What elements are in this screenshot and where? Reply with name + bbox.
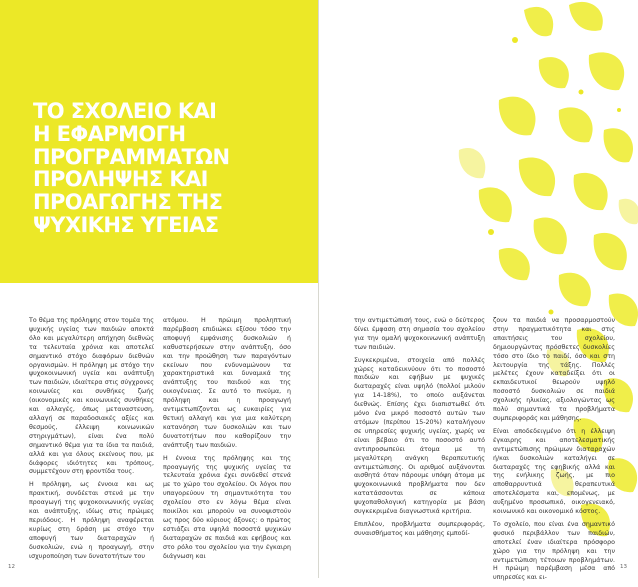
text-column-2 bbox=[163, 317, 291, 565]
paragraph: Το θέμα της πρόληψης στον τομέα της ψυχικής υγείας των παιδιών αποκτά όλο και μεγαλύτερη απήχηση διεθνώς τα τελευταία χρόνια και αποτελεί σημαντικό στόχο διαφόρων διεθνών οργανισμών. Η πρόληψη με στόχο την ψυχοκοινωνική υγεία και ανάπτυξη των παιδιών, ιδιαίτερα στις σύγχρονες κοινωνίες και συνθήκες ζωής (οικονομικές και κοινωνικές συνθήκες και αλλαγές, όπως μεταναστευση, αλλαγή σε παραδοσιακές αξίες και θεσμούς, έλλειψη κοινωνικών στηριγμάτων), είναι ένα πολύ σημαντικό θέμα για τα ίδια τα παιδιά, αλλά και για όλους εκείνους που, με διάφορες ιδιότητες και τρόπους, συμμετέχουν στη φροντίδα τους. bbox=[29, 317, 154, 476]
title-line: ΠΡΟΓΡΑΜΜΑΤΩΝ bbox=[33, 144, 230, 169]
dot-shape bbox=[512, 37, 518, 43]
leaf-shape bbox=[499, 248, 530, 280]
paragraph: Η πρόληψη, ως έννοια και ως πρακτική, συνδέεται στενά με την προαγωγή της ψυχοκοινωνικής υγείας και ανάπτυξης, ιδίως στις πρώιμες περιόδους. Η πρόληψη αναφέρεται κυρίως στη δράση με στόχο την αποφυγή των διαταραχών ή δυσκολιών, ενώ η προαγωγή, στην ισχυροποίηση των δυνατοτήτων του bbox=[29, 481, 154, 560]
dot-shape bbox=[488, 229, 494, 235]
paragraph: ατόμου. Η πρώιμη προληπτική παρέμβαση επιδιώκει εξίσου τόσο την αποφυγή εμφάνισης δυσκολιών ή καθυστερήσεων στην ανάπτυξη, όσο και την προώθηση των παραγόντων εκείνων που ενδυναμώνουν τα χαρακτηριστικά και δυναμικά της ανάπτυξης του παιδιού και της οικογένειας. Σε αυτό το πνεύμα, η πρόληψη και η προαγωγή αντιμετωπίζονται ως ευκαιρίες για θετική αλλαγή και για μια καλύτερη κατανόηση των δυσκολιών και των δυνατοτήτων που καθορίζουν την ανάπτυξη των παιδιών. bbox=[163, 317, 291, 449]
paragraph: Συγκεκριμένα, στοιχεία από πολλές χώρες καταδεικνύουν ότι το ποσοστό παιδιών και εφήβων με ψυχικές διαταραχές είναι υψηλό (πολλοί μιλούν για 14-18%), το οποίο αυξάνεται διεθνώς. Επίσης έχει διαπιστωθεί ότι μόνο ένα μικρό ποσοστό αυτών των ατόμων (περίπου 15-20%) καταλήγουν σε υπηρεσίες ψυχικής υγείας, χωρίς να είναι βέβαιο ότι το ποσοστό αυτό αντιπροσωπεύει άτομα με τη μεγαλύτερη ανάγκη θεραπευτικής αντιμετώπισης. Οι αριθμοί αυξάνονται αισθητά όταν πάρουμε υπόψη άτομα με ψυχοκοινωνικά προβλήματα που δεν κατατάσσονται σε κάποια ψυχοπαθολογική κατηγορία με βάση συγκεκριμένα διαγνωστικά κριτήρια. bbox=[354, 356, 485, 516]
leaf-shape bbox=[619, 199, 638, 225]
leaf-shape bbox=[559, 107, 593, 142]
leaf-shape bbox=[534, 218, 567, 255]
dot-shape bbox=[549, 310, 554, 315]
title-line: ΨΥΧΙΚΗΣ ΥΓΕΙΑΣ bbox=[33, 212, 219, 237]
text-column-4 bbox=[493, 317, 615, 587]
leaf-shape bbox=[574, 173, 608, 210]
leaf-shape bbox=[569, 2, 603, 31]
leaf-shape bbox=[524, 7, 553, 36]
leaf-shape bbox=[479, 187, 512, 222]
title-line: ΤΟ ΣΧΟΛΕΙΟ ΚΑΙ bbox=[33, 99, 217, 123]
dot-shape bbox=[617, 108, 621, 112]
dot-shape bbox=[579, 90, 584, 95]
chapter-title bbox=[33, 100, 229, 237]
text-column-3 bbox=[354, 317, 485, 543]
paragraph: Το σχολείο, που είναι ένα σημαντικό φυσικό περιβάλλον των παιδιών, αποτελεί έναν ιδιαίτερα πρόσφορο χώρο για την πρόληψη και την αντιμετώπιση τέτοιων προβλημάτων. Η πρώιμη παρέμβαση μέσα από υπηρεσίες και ει- bbox=[493, 520, 615, 582]
title-line: ΠΡΟΑΓΩΓΗΣ ΤΗΣ bbox=[33, 190, 223, 215]
leaf-shape bbox=[459, 148, 486, 178]
text-column-1 bbox=[29, 317, 154, 565]
paragraph: Η έννοια της πρόληψης και της προαγωγής της ψυχικής υγείας τα τελευταία χρόνια έχει συνδεθεί στενά με το χώρο του σχολείου. Οι λόγοι που υπαγορεύουν τη σημαντικότητα του σχολείου στο εν λόγω θέμα είναι ποικίλοι και μπορούν να συνοψιστούν ως προς δύο κύριους άξονες: ο πρώτος εστιάζει στα υψηλά ποσοστά ψυχικών διαταραχών σε παιδιά και εφήβους και στο ρόλο του σχολείου για την έγκαιρη διάγνωση και bbox=[163, 454, 291, 560]
leaf-shape bbox=[499, 97, 536, 136]
paragraph: ζουν τα παιδιά να προσαρμοστούν στην πραγματικότητα και στις απαιτήσεις του σχολείου, δημιουργώντας πρόσθετες δυσκολίες τόσο στο ίδιο το παιδί, όσο και στη λειτουργία της τάξης. Πολλές μελέτες έχουν καταδείξει ότι οι εκπαιδευτικοί θεωρούν υψηλό ποσοστό δυσκολιών σε παιδιά σχολικής ηλικίας, αξιολογώντας ως πολύ σημαντικά τα προβλήματα συμπεριφοράς και μάθησης. bbox=[493, 317, 615, 422]
paragraph: την αντιμετώπισή τους, ενώ ο δεύτερος δίνει έμφαση στη σημασία του σχολείου για την ομαλή ψυχοκοινωνική ανάπτυξη των παιδιών. bbox=[354, 317, 485, 351]
leaf-shape bbox=[519, 158, 555, 197]
paragraph: Επιπλέον, προβλήματα συμπεριφοράς, συναισθήματος και μάθησης εμποδί- bbox=[354, 520, 485, 537]
title-line: ΠΡΟΛΗΨΗΣ ΚΑΙ bbox=[33, 167, 208, 192]
title-banner bbox=[0, 0, 318, 283]
title-line: Η ΕΦΑΡΜΟΓΗ bbox=[33, 121, 186, 146]
page-number-right: 13 bbox=[620, 564, 627, 570]
paragraph: Είναι αποδεδειγμένο ότι η έλλειψη έγκαιρης και αποτελεσματικής αντιμετώπισης πρώιμων διαταραχών ή/και δυσκολιών καταλήγει σε διαταραχές της εφηβικής αλλά και της ενήλικης ζωής, με πιο αποθαρρυντικά θεραπευτικά αποτελέσματα και, επομένως, με αυξημένο προσωπικό, οικογενειακό, κοινωνικό και οικονομικό κόστος. bbox=[493, 427, 615, 516]
page-number-left: 12 bbox=[8, 564, 15, 570]
leaf-shape bbox=[559, 273, 591, 306]
leaf-shape bbox=[604, 128, 633, 162]
leaf-shape bbox=[589, 52, 624, 90]
leaf-shape bbox=[594, 233, 627, 270]
leaf-shape bbox=[539, 57, 569, 88]
